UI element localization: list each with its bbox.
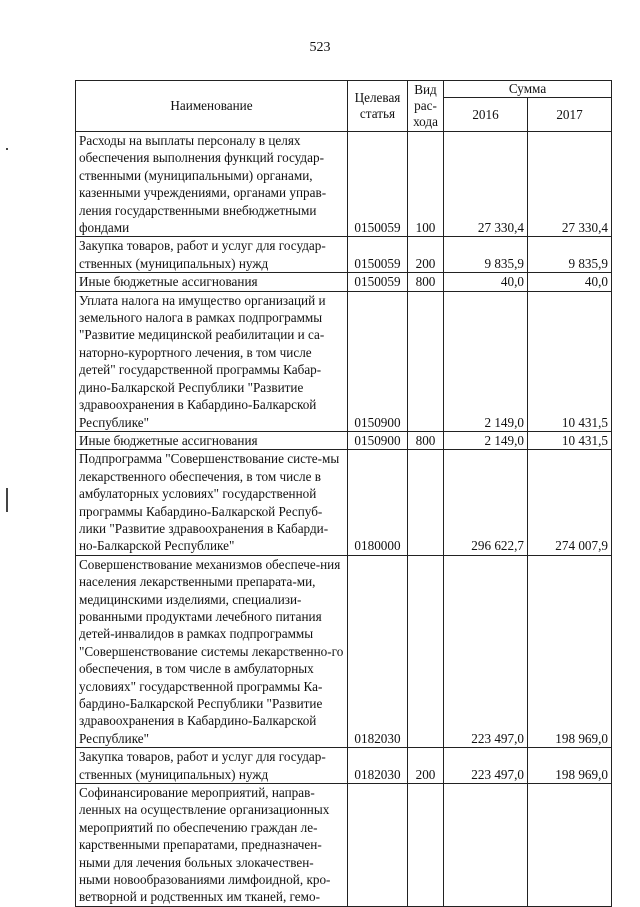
row-sum-2016: 40,0 xyxy=(444,273,528,291)
row-code xyxy=(348,784,408,907)
row-code: 0150059 xyxy=(348,273,408,291)
row-name: Закупка товаров, работ и услуг для государ-ственных (муниципальных) нужд xyxy=(76,237,348,273)
row-code: 0182030 xyxy=(348,748,408,784)
row-code: 0150059 xyxy=(348,237,408,273)
row-kind: 200 xyxy=(408,237,444,273)
page-number: 523 xyxy=(309,40,331,55)
row-sum-2016: 2 149,0 xyxy=(444,291,528,431)
table-row xyxy=(76,784,612,907)
row-code: 0182030 xyxy=(348,555,408,747)
header-name: Наименование xyxy=(76,81,348,132)
budget-table xyxy=(75,80,612,907)
row-code: 0150059 xyxy=(348,132,408,237)
table-row xyxy=(76,237,612,273)
header-sum: Сумма xyxy=(444,81,612,98)
row-sum-2016: 223 497,0 xyxy=(444,555,528,747)
row-code: 0180000 xyxy=(348,450,408,555)
table-row xyxy=(76,291,612,431)
row-name: Софинансирование мероприятий, направ-ленных на осуществление организационных мероприятий по обеспечению граждан ле-карственными препаратами, предназначен-ными для лечения больных злокачествен-ными новообразованиями лимфоидной, кро-ветворной и родственных им тканей, гемо- xyxy=(76,784,348,907)
row-sum-2017: 274 007,9 xyxy=(528,450,612,555)
row-sum-2016: 27 330,4 xyxy=(444,132,528,237)
row-kind xyxy=(408,450,444,555)
margin-mark-middle xyxy=(6,488,8,512)
header-year-2016: 2016 xyxy=(444,98,528,132)
row-kind: 800 xyxy=(408,431,444,449)
row-code: 0150900 xyxy=(348,431,408,449)
row-name: Расходы на выплаты персоналу в целях обеспечения выполнения функций государ-ственными (муниципальными) органами, казенными учреждениями, органами управ-ления государственными внебюджетными фондами xyxy=(76,132,348,237)
row-sum-2017: 198 969,0 xyxy=(528,555,612,747)
row-kind: 800 xyxy=(408,273,444,291)
row-sum-2016: 2 149,0 xyxy=(444,431,528,449)
row-sum-2016 xyxy=(444,784,528,907)
row-kind xyxy=(408,291,444,431)
header-year-2017: 2017 xyxy=(528,98,612,132)
row-sum-2017: 9 835,9 xyxy=(528,237,612,273)
row-sum-2017: 10 431,5 xyxy=(528,291,612,431)
row-sum-2017: 10 431,5 xyxy=(528,431,612,449)
table-row xyxy=(76,555,612,747)
row-name: Иные бюджетные ассигнования xyxy=(76,273,348,291)
header-kind: Вид рас-хода xyxy=(408,81,444,132)
row-sum-2017: 198 969,0 xyxy=(528,748,612,784)
table-row xyxy=(76,132,612,237)
row-sum-2016: 223 497,0 xyxy=(444,748,528,784)
table-row xyxy=(76,273,612,291)
row-kind xyxy=(408,784,444,907)
table-row xyxy=(76,431,612,449)
row-kind: 200 xyxy=(408,748,444,784)
row-sum-2017: 40,0 xyxy=(528,273,612,291)
row-name: Уплата налога на имущество организаций и земельного налога в рамках подпрограммы "Развитие медицинской реабилитации и са-наторно-курортного лечения, в том числе детей" государственной программы Кабар-дино-Балкарской Республики "Развитие здравоохранения в Кабардино-Балкарской Республике" xyxy=(76,291,348,431)
row-sum-2017: 27 330,4 xyxy=(528,132,612,237)
row-kind xyxy=(408,555,444,747)
row-name: Иные бюджетные ассигнования xyxy=(76,431,348,449)
margin-mark-top xyxy=(6,148,8,150)
row-name: Закупка товаров, работ и услуг для государ-ственных (муниципальных) нужд xyxy=(76,748,348,784)
row-code: 0150900 xyxy=(348,291,408,431)
row-sum-2016: 296 622,7 xyxy=(444,450,528,555)
header-code: Целевая статья xyxy=(348,81,408,132)
table-row xyxy=(76,748,612,784)
row-sum-2016: 9 835,9 xyxy=(444,237,528,273)
table-row xyxy=(76,450,612,555)
row-kind: 100 xyxy=(408,132,444,237)
row-sum-2017 xyxy=(528,784,612,907)
row-name: Подпрограмма "Совершенствование систе-мы лекарственного обеспечения, в том числе в амбулаторных условиях" государственной программы Кабардино-Балкарской Респуб-лики "Развитие здравоохранения в Кабарди-но-Балкарской Республике" xyxy=(76,450,348,555)
row-name: Совершенствование механизмов обеспече-ния населения лекарственными препарата-ми, медицинскими изделиями, специализи-рованными продуктами лечебного питания детей-инвалидов в рамках подпрограммы "Совершенствование системы лекарственно-го обеспечения, в том числе в амбулаторных условиях" государственной программы Ка-бардино-Балкарской Республики "Развитие здравоохранения в Кабардино-Балкарской Республике" xyxy=(76,555,348,747)
